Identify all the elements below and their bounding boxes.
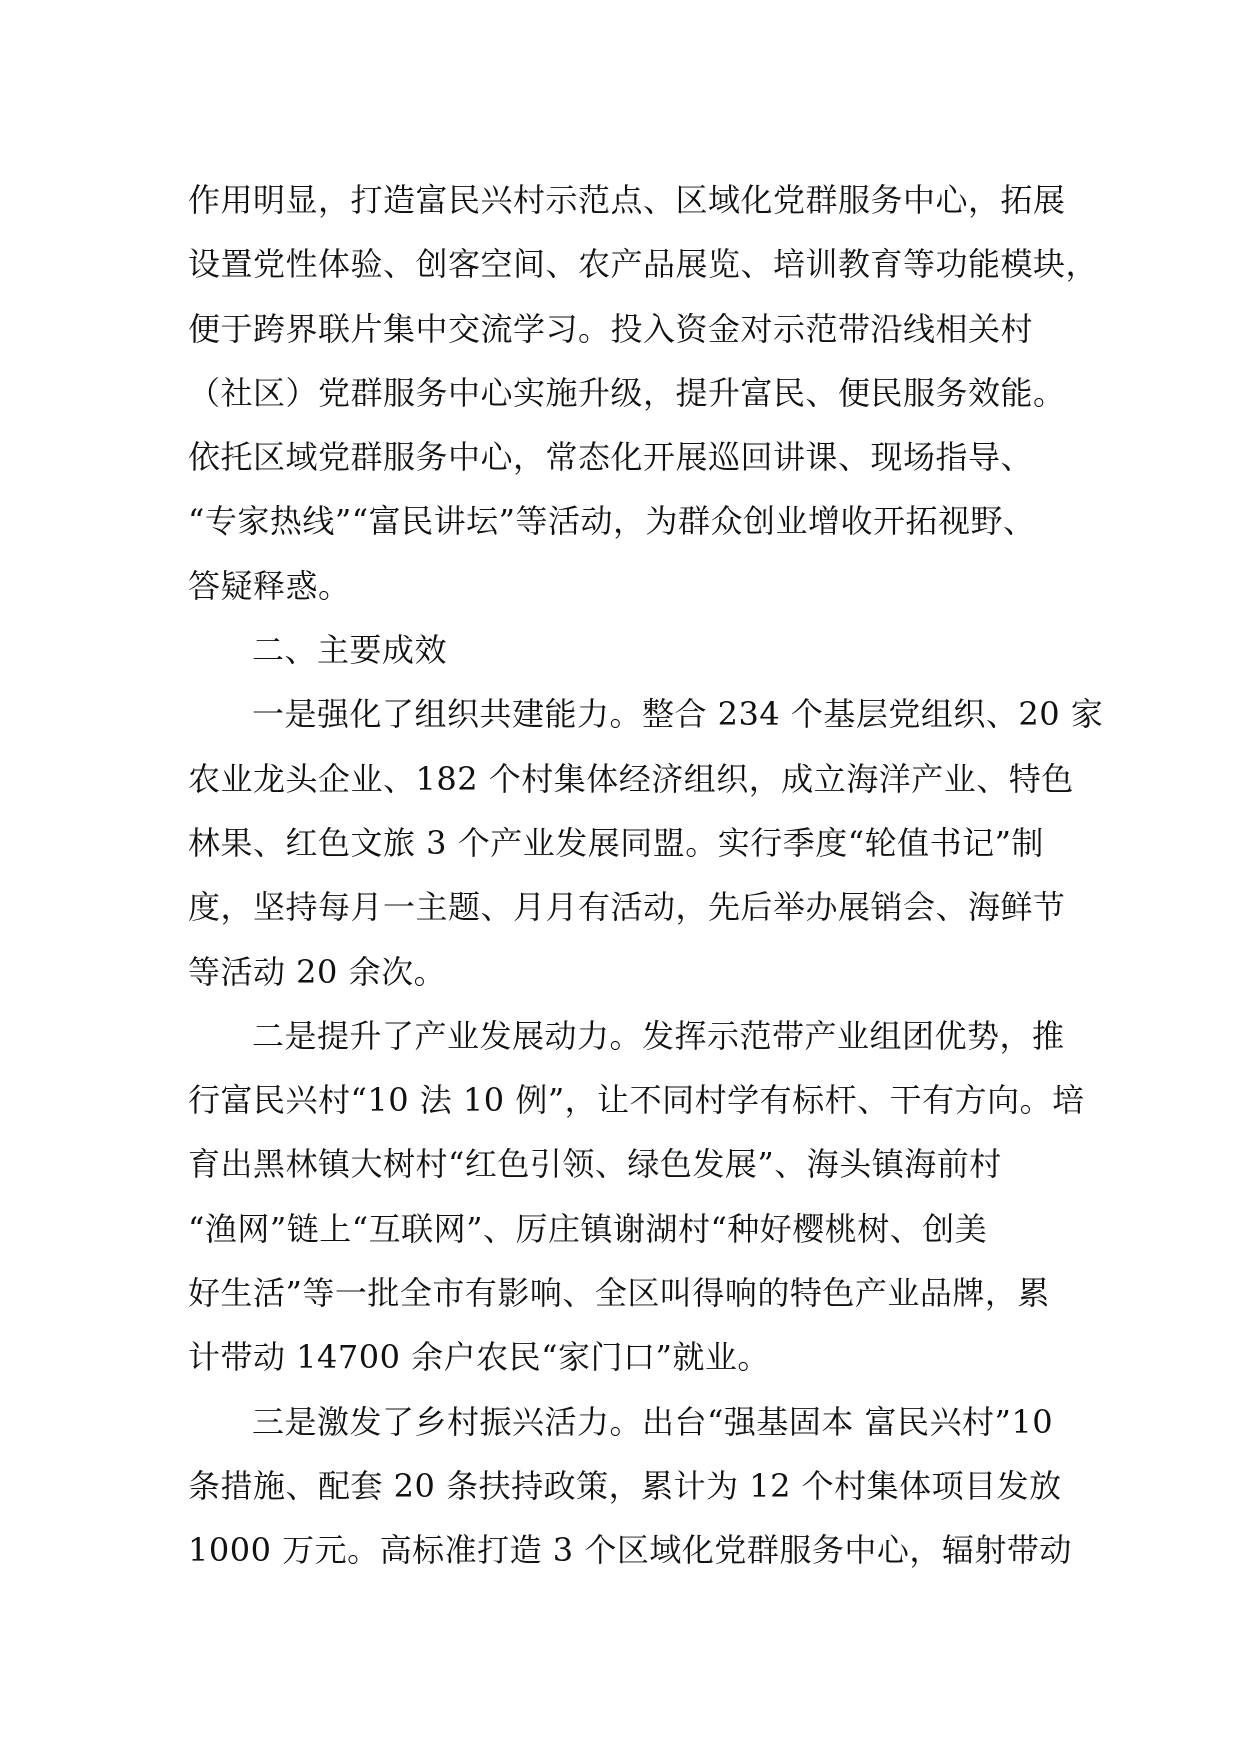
section-heading: 二、主要成效 — [252, 631, 448, 670]
text-line: 1000 万元。高标准打造 3 个区域化党群服务中心，辐射带动 — [188, 1531, 1072, 1570]
text-line: 育出黑林镇大树村“红色引领、绿色发展”、海头镇海前村 — [188, 1145, 1002, 1184]
text-line: 便于跨界联片集中交流学习。投入资金对示范带沿线相关村 — [188, 309, 1034, 348]
text-line: （社区）党群服务中心实施升级，提升富民、便民服务效能。 — [188, 373, 1066, 412]
paragraph-start: 一是强化了组织共建能力。整合 234 个基层党组织、20 家 — [252, 695, 1104, 734]
text-line: 林果、红色文旅 3 个产业发展同盟。实行季度“轮值书记”制 — [188, 823, 1044, 862]
text-line: 行富民兴村“10 法 10 例”，让不同村学有标杆、干有方向。培 — [188, 1081, 1085, 1120]
text-line: 设置党性体验、创客空间、农产品展览、培训教育等功能模块， — [188, 245, 1099, 284]
text-line: 条措施、配套 20 条扶持政策，累计为 12 个村集体项目发放 — [188, 1466, 1062, 1505]
text-line: 农业龙头企业、182 个村集体经济组织，成立海洋产业、特色 — [188, 759, 1074, 798]
text-line: 好生活”等一批全市有影响、全区叫得响的特色产业品牌，累 — [188, 1274, 1050, 1313]
text-line: “专家热线”“富民讲坛”等活动，为群众创业增收开拓视野、 — [188, 502, 1036, 541]
text-line: 作用明显，打造富民兴村示范点、区域化党群服务中心，拓展 — [188, 181, 1066, 219]
text-line: 等活动 20 余次。 — [188, 952, 447, 991]
text-line: 度，坚持每月一主题、月月有活动，先后举办展销会、海鲜节 — [188, 888, 1066, 927]
text-line: “渔网”链上“互联网”、厉庄镇谢湖村“种好樱桃树、创美 — [188, 1209, 988, 1248]
text-line: 计带动 14700 余户农民“家门口”就业。 — [188, 1338, 770, 1377]
text-line: 答疑释惑。 — [188, 566, 351, 605]
text-line: 依托区域党群服务中心，常态化开展巡回讲课、现场指导、 — [188, 438, 1034, 477]
paragraph-start: 三是激发了乡村振兴活力。出台“强基固本 富民兴村”10 — [252, 1402, 1054, 1441]
body-text — [188, 168, 1104, 1583]
paragraph-start: 二是提升了产业发展动力。发挥示范带产业组团优势，推 — [252, 1016, 1065, 1055]
